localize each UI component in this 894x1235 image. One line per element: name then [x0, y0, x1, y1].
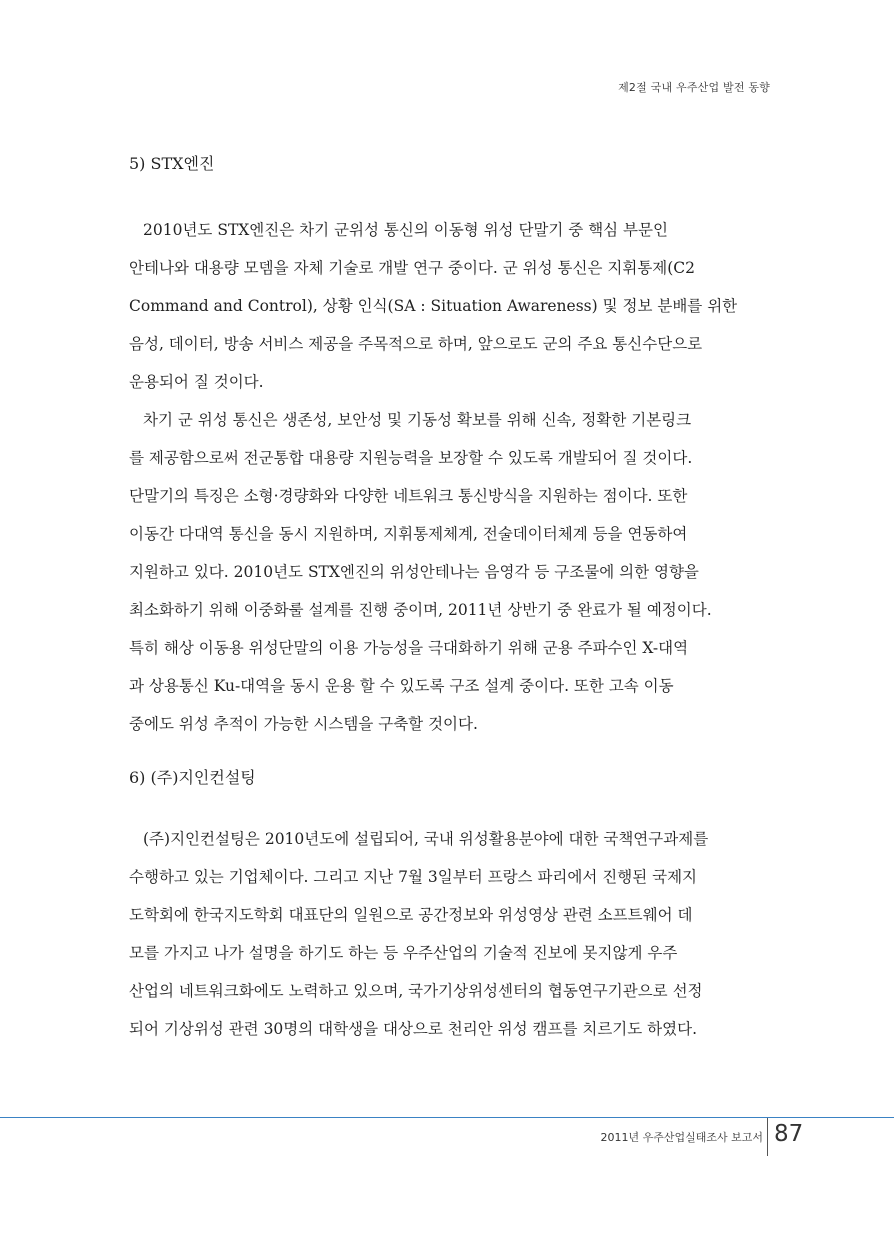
text-line: 안테나와 대용량 모뎀을 자체 기술로 개발 연구 중이다. 군 위성 통신은 지휘통제(C2 [129, 259, 696, 277]
text-line: 차기 군 위성 통신은 생존성, 보안성 및 기동성 확보를 위해 신속, 정확한 기본링크 [143, 411, 692, 429]
section-heading-jiin: 6) (주)지인컨설팅 [129, 768, 256, 787]
section-heading-stx: 5) STX엔진 [129, 154, 215, 173]
text-line: 최소화하기 위해 이중화룰 설계를 진행 중이며, 2011년 상반기 중 완료가 될 예정이다. [129, 601, 712, 619]
text-line: 중에도 위성 추적이 가능한 시스템을 구축할 것이다. [129, 715, 478, 733]
text-line: 과 상용통신 Ku-대역을 동시 운용 할 수 있도록 구조 설계 중이다. 또한 고속 이동 [129, 677, 674, 695]
running-header: 제2절 국내 우주산업 발전 동향 [618, 81, 770, 94]
text-line: 특히 해상 이동용 위성단말의 이용 가능성을 극대화하기 위해 군용 주파수인 X-대역 [129, 639, 689, 657]
paragraph-stx [129, 211, 772, 743]
text-line: 되어 기상위성 관련 30명의 대학생을 대상으로 천리안 위성 캠프를 치르기도 하였다. [129, 1020, 698, 1038]
footer-report-title: 2011년 우주산업실태조사 보고서 [600, 1131, 763, 1144]
footer-rule [0, 1117, 894, 1118]
text-line: 2010년도 STX엔진은 차기 군위성 통신의 이동형 위성 단말기 중 핵심 부문인 [143, 221, 668, 239]
text-line: 산업의 네트워크화에도 노력하고 있으며, 국가기상위성센터의 협동연구기관으로 선정 [129, 982, 703, 1000]
footer-divider [767, 1118, 768, 1156]
text-line: 운용되어 질 것이다. [129, 373, 264, 391]
paragraph-jiin [129, 820, 772, 1048]
text-line: Command and Control), 상황 인식(SA : Situation Awareness) 및 정보 분배를 위한 [129, 297, 738, 315]
page-number: 87 [774, 1121, 804, 1147]
text-line: 이동간 다대역 통신을 동시 지원하며, 지휘통제체계, 전술데이터체계 등을 연동하여 [129, 525, 688, 543]
text-line: 음성, 데이터, 방송 서비스 제공을 주목적으로 하며, 앞으로도 군의 주요 통신수단으로 [129, 335, 703, 353]
text-line: 수행하고 있는 기업체이다. 그리고 지난 7월 3일부터 프랑스 파리에서 진행된 국제지 [129, 868, 698, 886]
text-line: 단말기의 특징은 소형·경량화와 다양한 네트워크 통신방식을 지원하는 점이다. 또한 [129, 487, 688, 505]
text-line: 모를 가지고 나가 설명을 하기도 하는 등 우주산업의 기술적 진보에 못지않게 우주 [129, 944, 678, 962]
text-line: 도학회에 한국지도학회 대표단의 일원으로 공간정보와 위성영상 관련 소프트웨어 데 [129, 906, 693, 924]
text-line: (주)지인컨설팅은 2010년도에 설립되어, 국내 위성활용분야에 대한 국책연구과제를 [143, 830, 709, 848]
text-line: 를 제공함으로써 전군통합 대용량 지원능력을 보장할 수 있도록 개발되어 질 것이다. [129, 449, 693, 467]
text-line: 지원하고 있다. 2010년도 STX엔진의 위성안테나는 음영각 등 구조물에 의한 영향을 [129, 563, 699, 581]
